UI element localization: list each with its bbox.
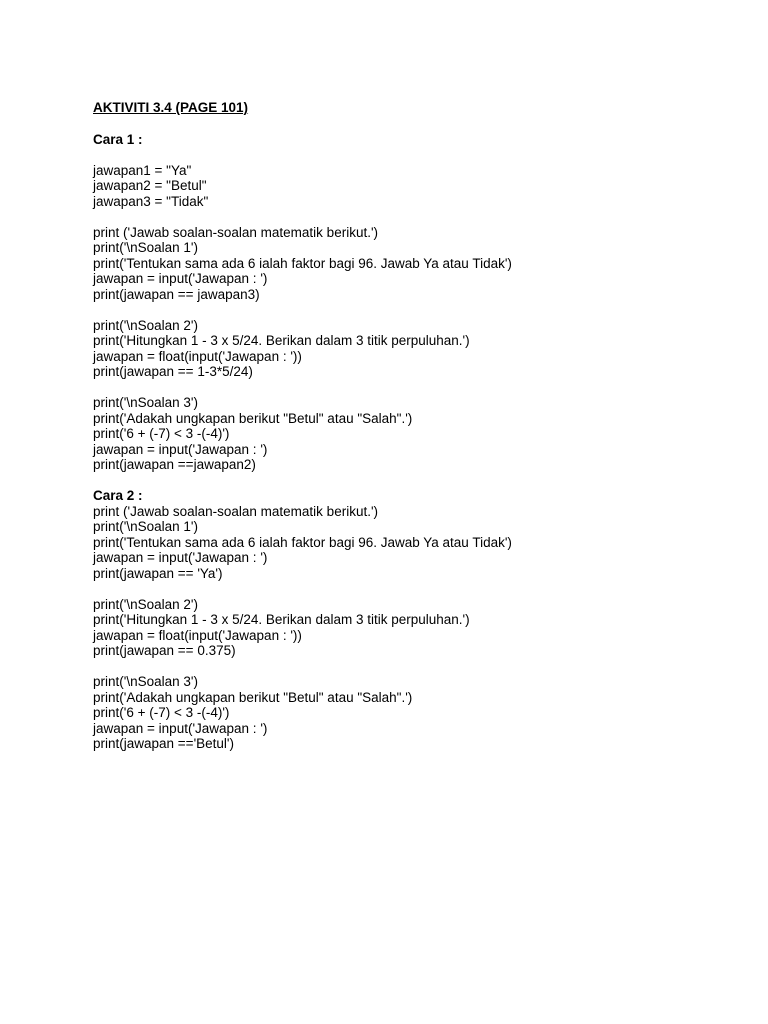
cara2-code-block — [93, 597, 743, 659]
code-line: print('Hitungkan 1 - 3 x 5/24. Berikan dalam 3 titik perpuluhan.') — [93, 612, 470, 627]
cara1-code-block — [93, 395, 743, 473]
code-line: jawapan = input('Jawapan : ') — [93, 441, 268, 457]
code-line: print ('Jawab soalan-soalan matematik berikut.') — [93, 503, 379, 519]
code-line: print('Adakah ungkapan berikut "Betul" atau "Salah".') — [93, 689, 413, 705]
code-line: print('\nSoalan 1') — [93, 519, 198, 534]
cara2-section — [93, 504, 743, 752]
cara1-heading: Cara 1 : — [93, 131, 143, 147]
code-line: jawapan = input('Jawapan : ') — [93, 271, 268, 286]
code-line: jawapan = float(input('Jawapan : ')) — [93, 627, 302, 643]
code-line: print(jawapan =='Betul') — [93, 736, 234, 751]
code-line: jawapan = float(input('Jawapan : ')) — [93, 348, 302, 364]
code-line: print(jawapan == jawapan3) — [93, 286, 260, 302]
code-line: print(jawapan == 'Ya') — [93, 565, 223, 581]
code-line: jawapan1 = "Ya" — [93, 162, 192, 178]
code-line: print('Tentukan sama ada 6 ialah faktor bagi 96. Jawab Ya atau Tidak') — [93, 255, 512, 271]
cara1-code-block — [93, 163, 743, 210]
code-line: print(jawapan ==jawapan2) — [93, 457, 256, 472]
code-line: print('6 + (-7) < 3 -(-4)') — [93, 426, 230, 441]
code-line: jawapan = input('Jawapan : ') — [93, 550, 268, 565]
cara1-code-block — [93, 225, 743, 303]
cara2-code-block — [93, 504, 743, 582]
document-title: AKTIVITI 3.4 (PAGE 101) — [93, 100, 249, 115]
code-line: print('Adakah ungkapan berikut "Betul" atau "Salah".') — [93, 410, 413, 426]
code-line: print ('Jawab soalan-soalan matematik berikut.') — [93, 224, 379, 240]
code-line: jawapan3 = "Tidak" — [93, 193, 209, 209]
cara2-heading: Cara 2 : — [93, 488, 143, 503]
cara1-code-block — [93, 318, 743, 380]
code-line: print('\nSoalan 2') — [93, 596, 198, 612]
code-line: print('Tentukan sama ada 6 ialah faktor bagi 96. Jawab Ya atau Tidak') — [93, 534, 512, 550]
cara1-section — [93, 163, 743, 473]
code-line: print(jawapan == 1-3*5/24) — [93, 364, 253, 379]
code-line: jawapan2 = "Betul" — [93, 178, 207, 193]
code-line: print('6 + (-7) < 3 -(-4)') — [93, 705, 230, 720]
document-page — [93, 100, 743, 767]
code-line: print('\nSoalan 2') — [93, 317, 198, 333]
cara2-code-block — [93, 674, 743, 752]
code-line: print('\nSoalan 3') — [93, 395, 198, 410]
code-line: print(jawapan == 0.375) — [93, 643, 236, 658]
code-line: print('\nSoalan 1') — [93, 240, 198, 255]
code-line: print('Hitungkan 1 - 3 x 5/24. Berikan dalam 3 titik perpuluhan.') — [93, 333, 470, 348]
code-line: jawapan = input('Jawapan : ') — [93, 720, 268, 736]
code-line: print('\nSoalan 3') — [93, 674, 198, 689]
